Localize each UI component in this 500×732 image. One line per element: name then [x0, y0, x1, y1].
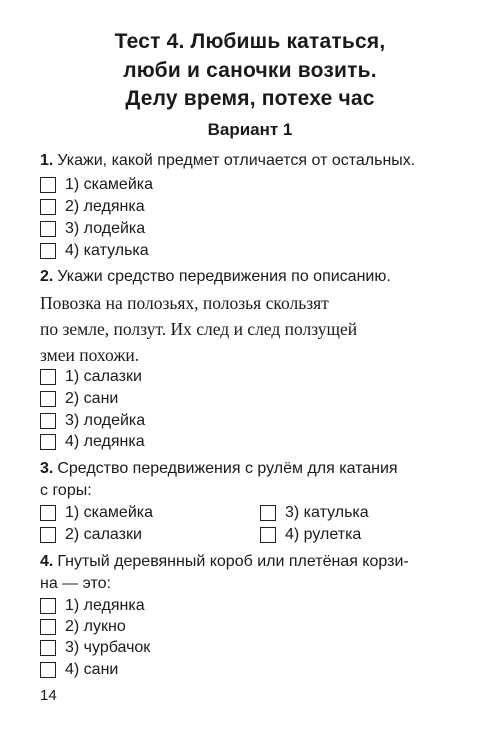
q1-option-2[interactable] — [40, 197, 145, 217]
option-label: 2) лукно — [65, 618, 126, 635]
question-3-text-line-2: с горы: — [40, 482, 92, 499]
q4-option-2[interactable] — [40, 617, 126, 637]
checkbox[interactable] — [40, 391, 56, 407]
question-1-text: Укажи, какой предмет отличается от остальных. — [57, 152, 416, 169]
option-label: 3) катулька — [285, 504, 369, 521]
checkbox[interactable] — [40, 598, 56, 614]
option-label: 1) скамейка — [65, 504, 154, 521]
option-label: 4) ледянка — [65, 433, 145, 450]
q1-option-4[interactable] — [40, 241, 149, 261]
q3-option-2[interactable] — [40, 525, 142, 545]
option-label: 3) лодейка — [65, 412, 146, 429]
page-number: 14 — [40, 687, 57, 704]
passage-line-3: змеи похожи. — [40, 345, 140, 365]
title-line-3: Делу время, потехе час — [125, 87, 375, 110]
question-1 — [40, 150, 480, 172]
option-label: 4) катулька — [65, 242, 149, 259]
question-4-text-line-1: Гнутый деревянный короб или плетёная корзи- — [57, 553, 409, 570]
question-1-number: 1. — [40, 152, 54, 169]
option-label: 2) салазки — [65, 526, 142, 543]
checkbox[interactable] — [40, 527, 56, 543]
passage-line-1: Повозка на полозьях, полозья скользят — [40, 293, 329, 313]
q1-option-3[interactable] — [40, 219, 145, 239]
q4-option-4[interactable] — [40, 660, 118, 680]
option-label: 3) лодейка — [65, 220, 146, 237]
question-2-number: 2. — [40, 268, 54, 285]
q3-option-3[interactable] — [260, 503, 369, 523]
checkbox[interactable] — [40, 619, 56, 635]
description-passage — [40, 290, 475, 368]
question-2-text: Укажи средство передвижения по описанию. — [57, 268, 391, 285]
q2-option-1[interactable] — [40, 367, 142, 387]
checkbox[interactable] — [40, 199, 56, 215]
question-4-text-line-2: на — это: — [40, 575, 111, 592]
q3-option-4[interactable] — [260, 525, 361, 545]
question-3 — [40, 458, 480, 502]
question-3-number: 3. — [40, 460, 54, 477]
q2-option-3[interactable] — [40, 411, 145, 431]
q4-option-1[interactable] — [40, 596, 145, 616]
title-line-2: люби и саночки возить. — [123, 58, 377, 82]
option-label: 2) ледянка — [65, 198, 145, 215]
option-label: 3) чурбачок — [65, 639, 151, 656]
checkbox[interactable] — [40, 369, 56, 385]
question-3-text-line-1: Средство передвижения с рулём для катания — [57, 460, 398, 477]
option-label: 1) ледянка — [65, 597, 145, 614]
checkbox[interactable] — [40, 177, 56, 193]
passage-line-2: по земле, ползут. Их след и след ползущей — [40, 319, 358, 339]
q2-option-4[interactable] — [40, 432, 145, 452]
q4-option-3[interactable] — [40, 638, 150, 658]
checkbox[interactable] — [40, 662, 56, 678]
title-line-1: Тест 4. Любишь кататься, — [114, 30, 386, 53]
checkbox[interactable] — [40, 505, 56, 521]
checkbox[interactable] — [40, 413, 56, 429]
option-label: 2) сани — [65, 390, 119, 407]
option-label: 4) рулетка — [285, 526, 362, 543]
checkbox[interactable] — [40, 640, 56, 656]
option-label: 1) скамейка — [65, 176, 154, 193]
test-title — [0, 28, 500, 114]
checkbox[interactable] — [40, 221, 56, 237]
question-4-number: 4. — [40, 553, 54, 570]
q1-option-1[interactable] — [40, 175, 153, 195]
question-4 — [40, 551, 480, 595]
option-label: 4) сани — [65, 661, 119, 678]
checkbox[interactable] — [260, 527, 276, 543]
checkbox[interactable] — [40, 243, 56, 259]
variant-heading: Вариант 1 — [207, 120, 293, 139]
checkbox[interactable] — [40, 434, 56, 450]
checkbox[interactable] — [260, 505, 276, 521]
option-label: 1) салазки — [65, 368, 142, 385]
q2-option-2[interactable] — [40, 389, 118, 409]
question-2 — [40, 266, 480, 288]
q3-option-1[interactable] — [40, 503, 153, 523]
